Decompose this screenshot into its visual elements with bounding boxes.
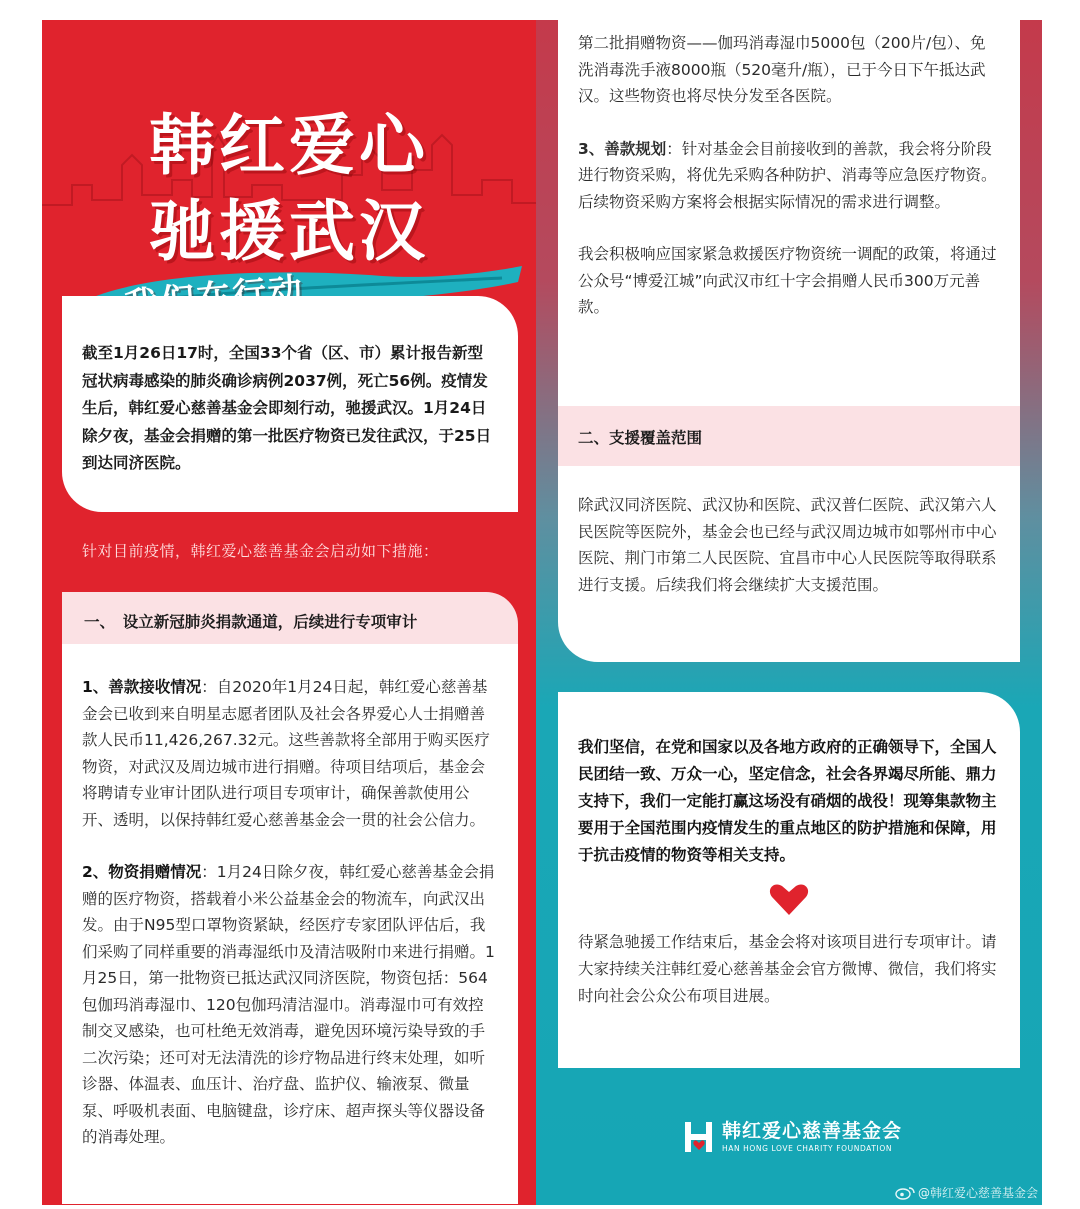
hero-title-line2: 驰援武汉 — [149, 193, 429, 270]
supply-donation-label: 2、物资捐赠情况 — [82, 863, 202, 881]
intro-card — [62, 296, 518, 512]
supply-donation-paragraph — [82, 859, 498, 1151]
hero-title-line1: 韩红爱心 — [149, 107, 429, 184]
fund-plan-text: ：针对基金会目前接收到的善款，我会将分阶段进行物资采购，将优先采购各种防护、消毒等应急医疗物资。后续物资采购方案将会根据实际情况的需求进行调整。 — [578, 139, 997, 211]
section1-heading — [62, 592, 518, 644]
supply-donation-text: ：1月24日除夕夜，韩红爱心慈善基金会捐赠的医疗物资，搭载着小米公益基金会的物流车，向武汉出发。由于N95型口罩物资紧缺，经医疗专家团队评估后，我们采购了同样重要的消毒湿纸巾及清洁吸附巾来进行捐赠。1月25日，第一批物资已抵达武汉同济医院，物资包括：564包伽玛消毒湿巾、120包伽玛清洁湿巾。消毒湿巾可有效控制交叉感染，也可杜绝无效消毒，避免因环境污染导致的手二次污染；还可对无法清洗的诊疗物品进行终末处理，如听诊器、体温表、血压计、治疗盘、监护仪、输液泵、微量泵、呼吸机表面、电脑键盘，诊疗床、超声探头等仪器设备的消毒处理。 — [82, 863, 495, 1146]
section2-heading — [558, 406, 1020, 466]
section2-title: 二、支援覆盖范围 — [578, 429, 703, 447]
fund-plan-label: 3、善款规划 — [578, 139, 667, 158]
belief-statement: 我们坚信，在党和国家以及各地方政府的正确领导下，全国人民团结一致、万众一心，坚定信念，社会各界竭尽所能、鼎力支持下，我们一定能打赢这场没有硝烟的战役！现筹集款物主要用于全国范围内疫情发生的重点地区的防护措施和保障，用于抗击疫情的物资等相关支持。 — [578, 738, 997, 864]
section2-body — [558, 466, 1020, 662]
weibo-watermark — [895, 1184, 1038, 1201]
foundation-logo-icon — [684, 1120, 714, 1154]
policy-paragraph: 我会积极响应国家紧急救援医疗物资统一调配的政策，将通过公众号“博爱江城”向武汉市红十字会捐赠人民币300万元善款。 — [578, 245, 997, 316]
weibo-icon — [895, 1186, 915, 1200]
donation-receipt-text: ：自2020年1月24日起，韩红爱心慈善基金会已收到来自明星志愿者团队及社会各界爱心人士捐赠善款人民币11,426,267.32元。这些善款将全部用于购买医疗物资，对武汉及周边城市进行捐赠。待项目结项后，基金会将聘请专业审计团队进行项目专项审计，确保善款使用公开、透明，以保持韩红爱心慈善基金会一贯的社会公信力。 — [82, 678, 490, 829]
measures-intro-text: 针对目前疫情，韩红爱心慈善基金会启动如下措施： — [82, 542, 439, 560]
foundation-logo — [684, 1120, 902, 1154]
right-top-card — [558, 20, 1020, 406]
watermark-text: @韩红爱心慈善基金会 — [917, 1186, 1038, 1200]
intro-text: 截至1月26日17时，全国33个省（区、市）累计报告新型冠状病毒感染的肺炎确诊病例2037例，死亡56例。疫情发生后，韩红爱心慈善基金会即刻行动，驰援武汉。1月24日除夕夜，基金会捐赠的第一批医疗物资已发往武汉，于25日到达同济医院。 — [82, 344, 492, 472]
second-batch-paragraph: 第二批捐赠物资——伽玛消毒湿巾5000包（200片/包）、免洗消毒洗手液8000瓶（520毫升/瓶），已于今日下午抵达武汉。这些物资也将尽快分发至各医院。 — [578, 34, 986, 105]
belief-card — [558, 692, 1020, 1068]
section1-title: 一、 设立新冠肺炎捐款通道，后续进行专项审计 — [84, 613, 418, 631]
donation-receipt-paragraph — [82, 674, 498, 833]
closing-paragraph: 待紧急驰援工作结束后，基金会将对该项目进行专项审计。请大家持续关注韩红爱心慈善基金会官方微博、微信，我们将实时向社会公众公布项目进展。 — [578, 933, 997, 1005]
foundation-name: 韩红爱心慈善基金会 — [722, 1120, 903, 1142]
section1-body — [62, 644, 518, 1204]
heart-divider — [578, 883, 1000, 919]
fund-plan-paragraph — [578, 136, 1000, 216]
donation-receipt-label: 1、善款接收情况 — [82, 678, 202, 696]
heart-icon — [768, 883, 810, 917]
support-scope-text: 除武汉同济医院、武汉协和医院、武汉普仁医院、武汉第六人民医院等医院外，基金会也已经与武汉周边城市如鄂州市中心医院、荆门市第二人民医院、宜昌市中心人民医院等取得联系进行支援。后续我们将会继续扩大支援范围。 — [578, 496, 997, 594]
foundation-english-name: HAN HONG LOVE CHARITY FOUNDATION — [722, 1144, 893, 1153]
